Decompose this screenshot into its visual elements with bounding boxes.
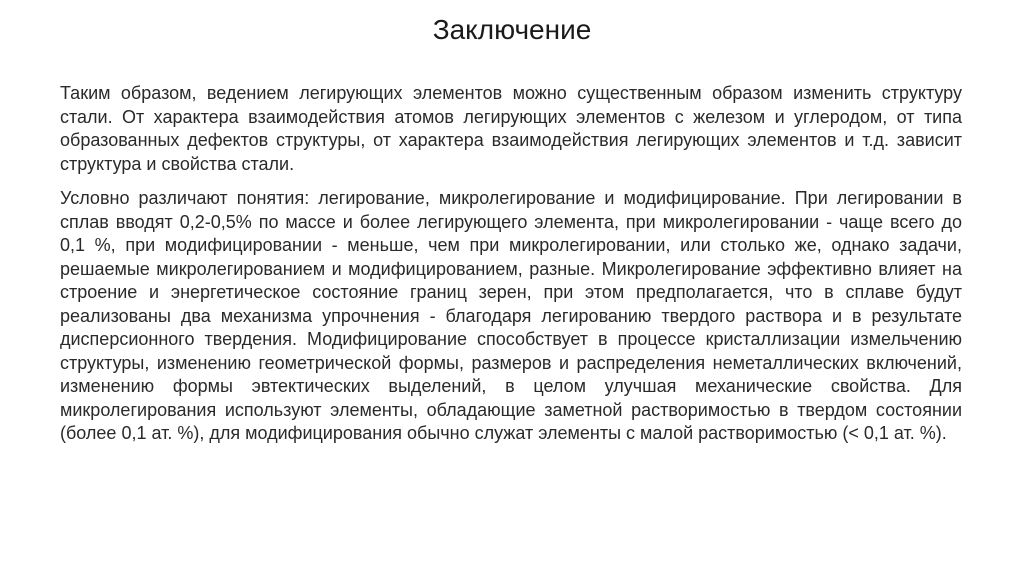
slide-body [60, 82, 962, 446]
paragraph-alloying: Условно различают понятия: легирование, микролегирование и модифицирование. При легировании в сплав вводят 0,2-0,5% по массе и более легирующего элемента, при микролегировании - чаще всего до 0,1 %, при модифицировании - меньше, чем при микролегировании, или столько же, однако задачи, решаемые микролегированием и модифицированием, разные. Микролегирование эффективно влияет на строение и энергетическое состояние границ зерен, при этом предполагается, что в сплаве будут реализованы два механизма упрочнения - благодаря легированию твердого раствора и в результате дисперсионного твердения. Модифицирование способствует в процессе кристаллизации измельчению структуры, изменению геометрической формы, размеров и распределения неметаллических включений, изменению формы эвтектических выделений, в целом улучшая механические свойства. Для микролегирования используют элементы, обладающие заметной растворимостью в твердом состоянии (более 0,1 ат. %), для модифицирования обычно служат элементы с малой растворимостью (< 0,1 ат. %). [60, 188, 962, 443]
paragraph-intro: Таким образом, ведением легирующих элементов можно существенным образом изменить структуру стали. От характера взаимодействия атомов легирующих элементов с железом и углеродом, от типа образованных дефектов структуры, от характера взаимодействия легирующих элементов и т.д. зависит структура и свойства стали. [60, 83, 962, 174]
slide-title: Заключение [432, 14, 592, 45]
